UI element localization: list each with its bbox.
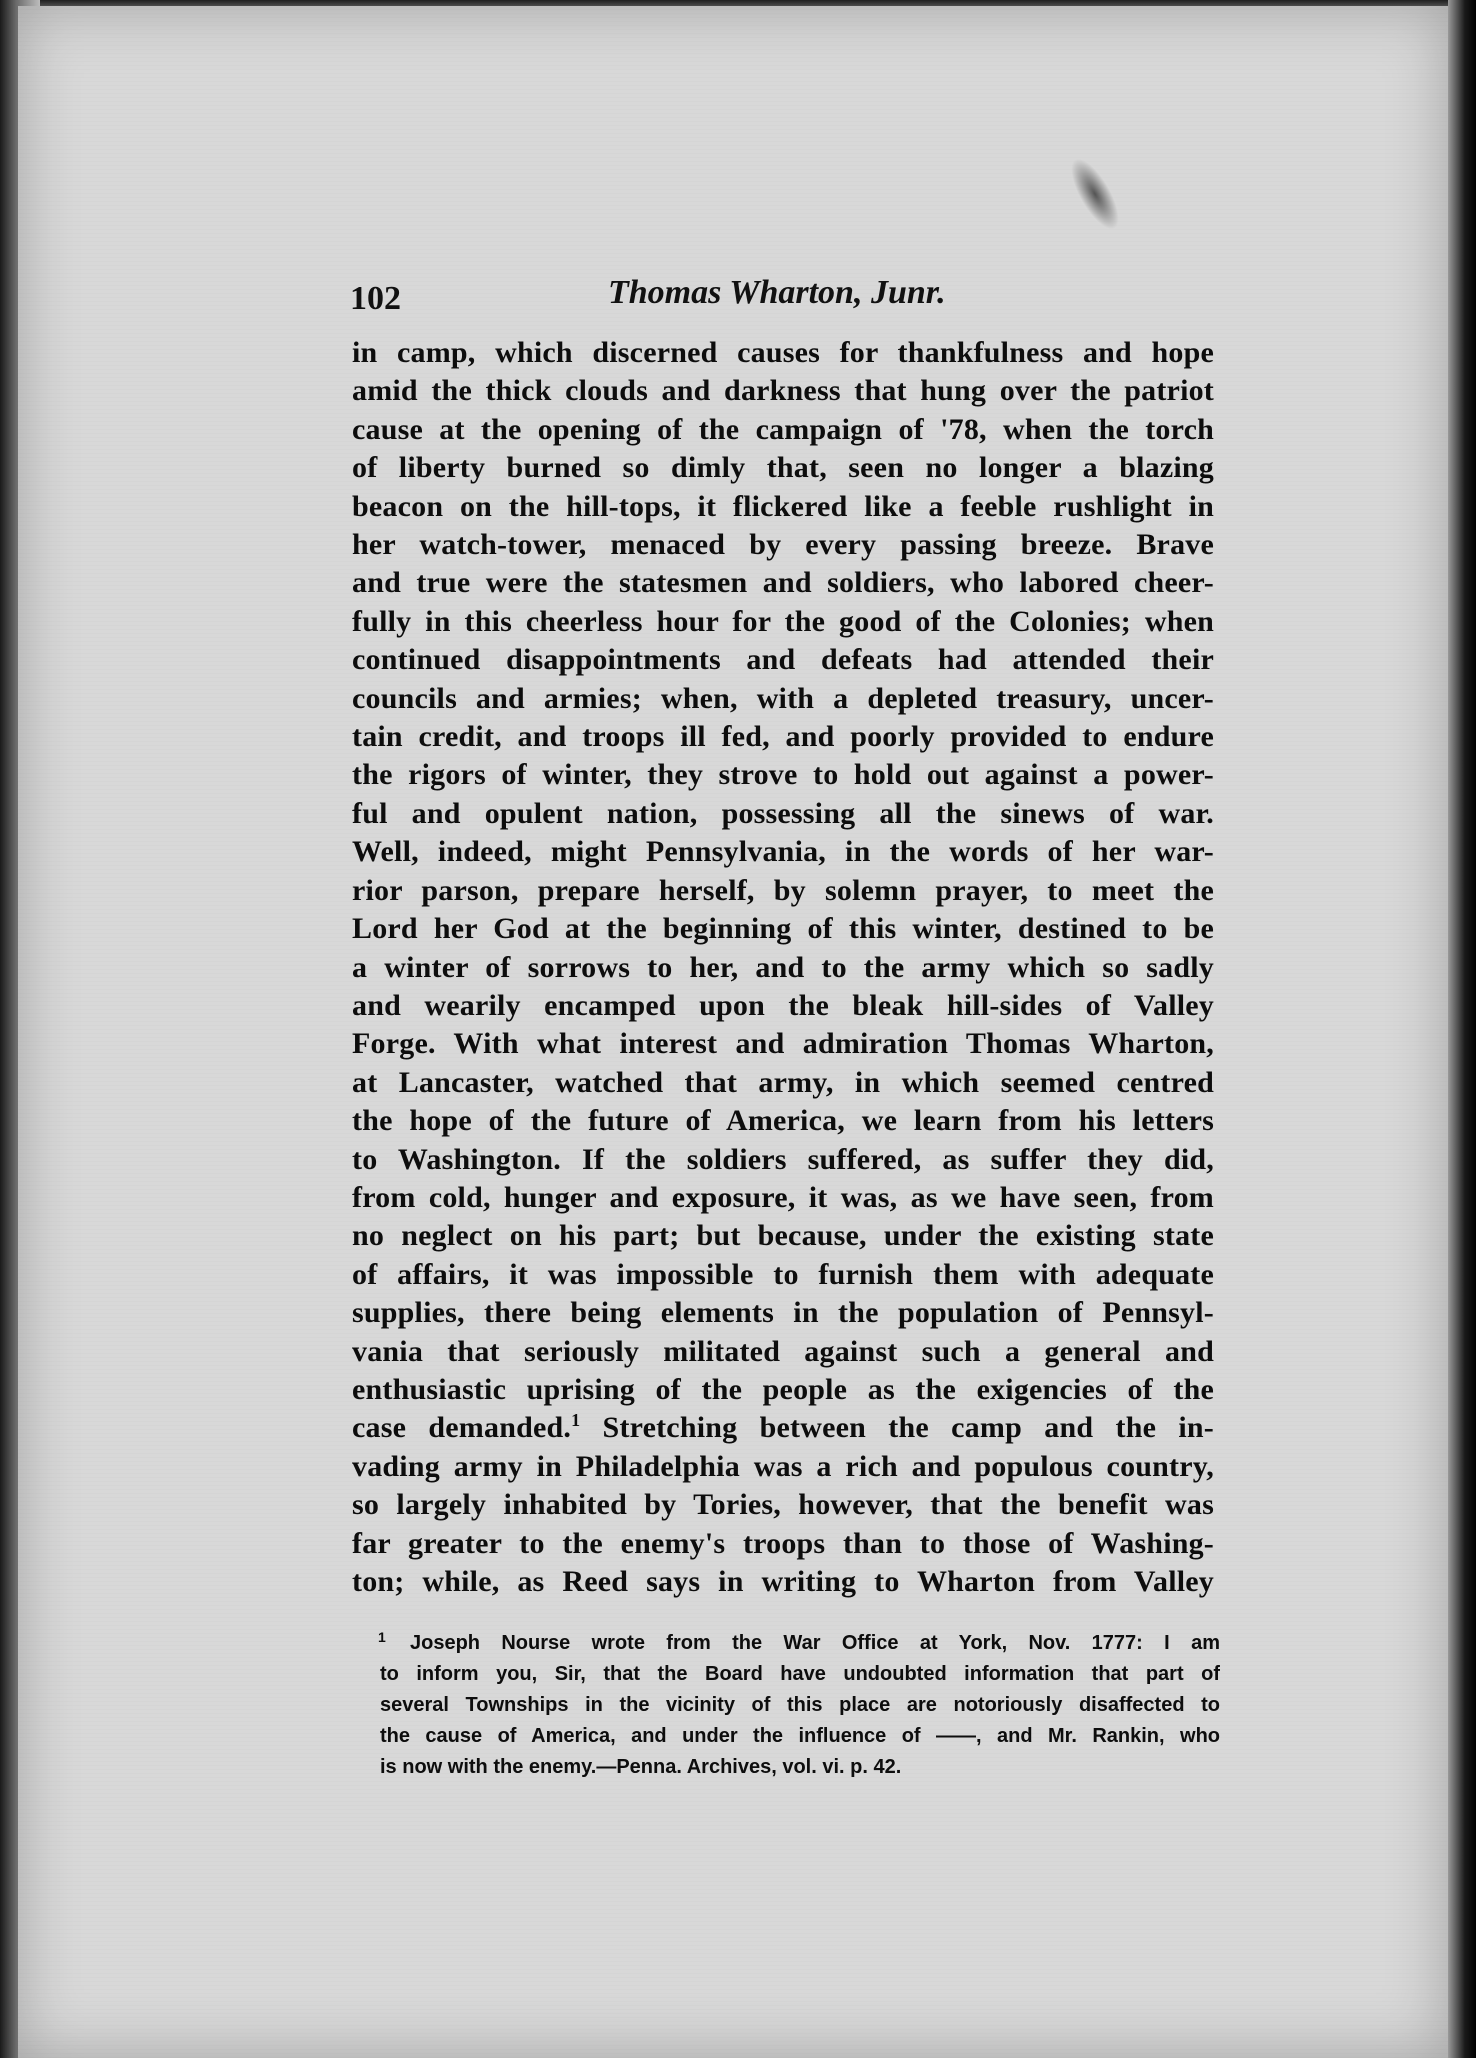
footnote-line: to inform you, Sir, that the Board have undoubted information that part of <box>380 1663 1220 1685</box>
text-line: Well, indeed, might Pennsylvania, in the words of her war- <box>352 835 1214 869</box>
text-line: from cold, hunger and exposure, it was, as we have seen, from <box>352 1180 1214 1214</box>
text-line: amid the thick clouds and darkness that hung over the patriot <box>352 374 1214 408</box>
text-line: and wearily encamped upon the bleak hill-sides of Valley <box>352 988 1214 1022</box>
text-line: enthusiastic uprising of the people as the exigencies of the <box>352 1372 1214 1406</box>
footnote <box>380 1628 1220 1783</box>
text-line: a winter of sorrows to her, and to the army which so sadly <box>352 950 1214 984</box>
footnote-line: several Townships in the vicinity of this place are notoriously disaffected to <box>380 1694 1220 1716</box>
text-line-with-footnote-ref <box>352 1409 1214 1447</box>
text-line: tain credit, and troops ill fed, and poorly provided to endure <box>352 720 1214 754</box>
text-fragment: Stretching between the camp and the in- <box>580 1411 1214 1445</box>
text-line: vading army in Philadelphia was a rich and populous country, <box>352 1449 1214 1483</box>
page-number: 102 <box>350 280 401 317</box>
footnote-reference[interactable]: 1 <box>571 1410 581 1431</box>
text-line: of affairs, it was impossible to furnish them with adequate <box>352 1257 1214 1291</box>
footnote-line: the cause of America, and under the influence of ——, and Mr. Rankin, who <box>380 1725 1220 1747</box>
text-line: vania that seriously militated against such a general and <box>352 1334 1214 1368</box>
text-line: cause at the opening of the campaign of '78, when the torch <box>352 412 1214 446</box>
running-title: Thomas Wharton, Junr. <box>608 274 946 311</box>
footnote-line: is now with the enemy.—Penna. Archives, vol. vi. p. 42. <box>380 1756 902 1778</box>
text-line: no neglect on his part; but because, under the existing state <box>352 1219 1214 1253</box>
text-line: continued disappointments and defeats had attended their <box>352 643 1214 677</box>
page-header <box>350 270 1210 320</box>
text-line: Lord her God at the beginning of this winter, destined to be <box>352 912 1214 946</box>
text-line: in camp, which discerned causes for thankfulness and hope <box>352 336 1214 369</box>
text-line: beacon on the hill-tops, it flickered like a feeble rushlight in <box>352 489 1214 523</box>
text-line: at Lancaster, watched that army, in which seemed centred <box>352 1065 1214 1099</box>
text-line: and true were the statesmen and soldiers, who labored cheer- <box>352 566 1214 600</box>
text-line: Forge. With what interest and admiration Thomas Wharton, <box>352 1027 1214 1061</box>
footnote-line: Joseph Nourse wrote from the War Office at York, Nov. 1777: I am <box>410 1632 1220 1654</box>
text-fragment: case demanded. <box>352 1411 572 1445</box>
text-line: councils and armies; when, with a depleted treasury, uncer- <box>352 681 1214 715</box>
text-line: the hope of the future of America, we learn from his letters <box>352 1104 1214 1138</box>
text-line: supplies, there being elements in the population of Pennsyl- <box>352 1296 1214 1330</box>
scan-right-edge <box>1448 0 1476 2058</box>
ink-smudge <box>1062 152 1128 236</box>
text-line: far greater to the enemy's troops than to those of Washing- <box>352 1526 1214 1560</box>
body-text <box>352 334 1214 1601</box>
text-line: the rigors of winter, they strove to hold out against a power- <box>352 758 1214 792</box>
text-line: of liberty burned so dimly that, seen no longer a blazing <box>352 451 1214 485</box>
text-line: rior parson, prepare herself, by solemn prayer, to meet the <box>352 873 1214 907</box>
footnote-marker: 1 <box>378 1629 386 1645</box>
text-line: ton; while, as Reed says in writing to Wharton from Valley <box>352 1565 1214 1598</box>
text-line: her watch-tower, menaced by every passing breeze. Brave <box>352 528 1214 562</box>
text-line: to Washington. If the soldiers suffered, as suffer they did, <box>352 1142 1214 1176</box>
text-line: so largely inhabited by Tories, however, that the benefit was <box>352 1488 1214 1522</box>
text-line: ful and opulent nation, possessing all the sinews of war. <box>352 796 1214 830</box>
text-line: fully in this cheerless hour for the good of the Colonies; when <box>352 604 1214 638</box>
